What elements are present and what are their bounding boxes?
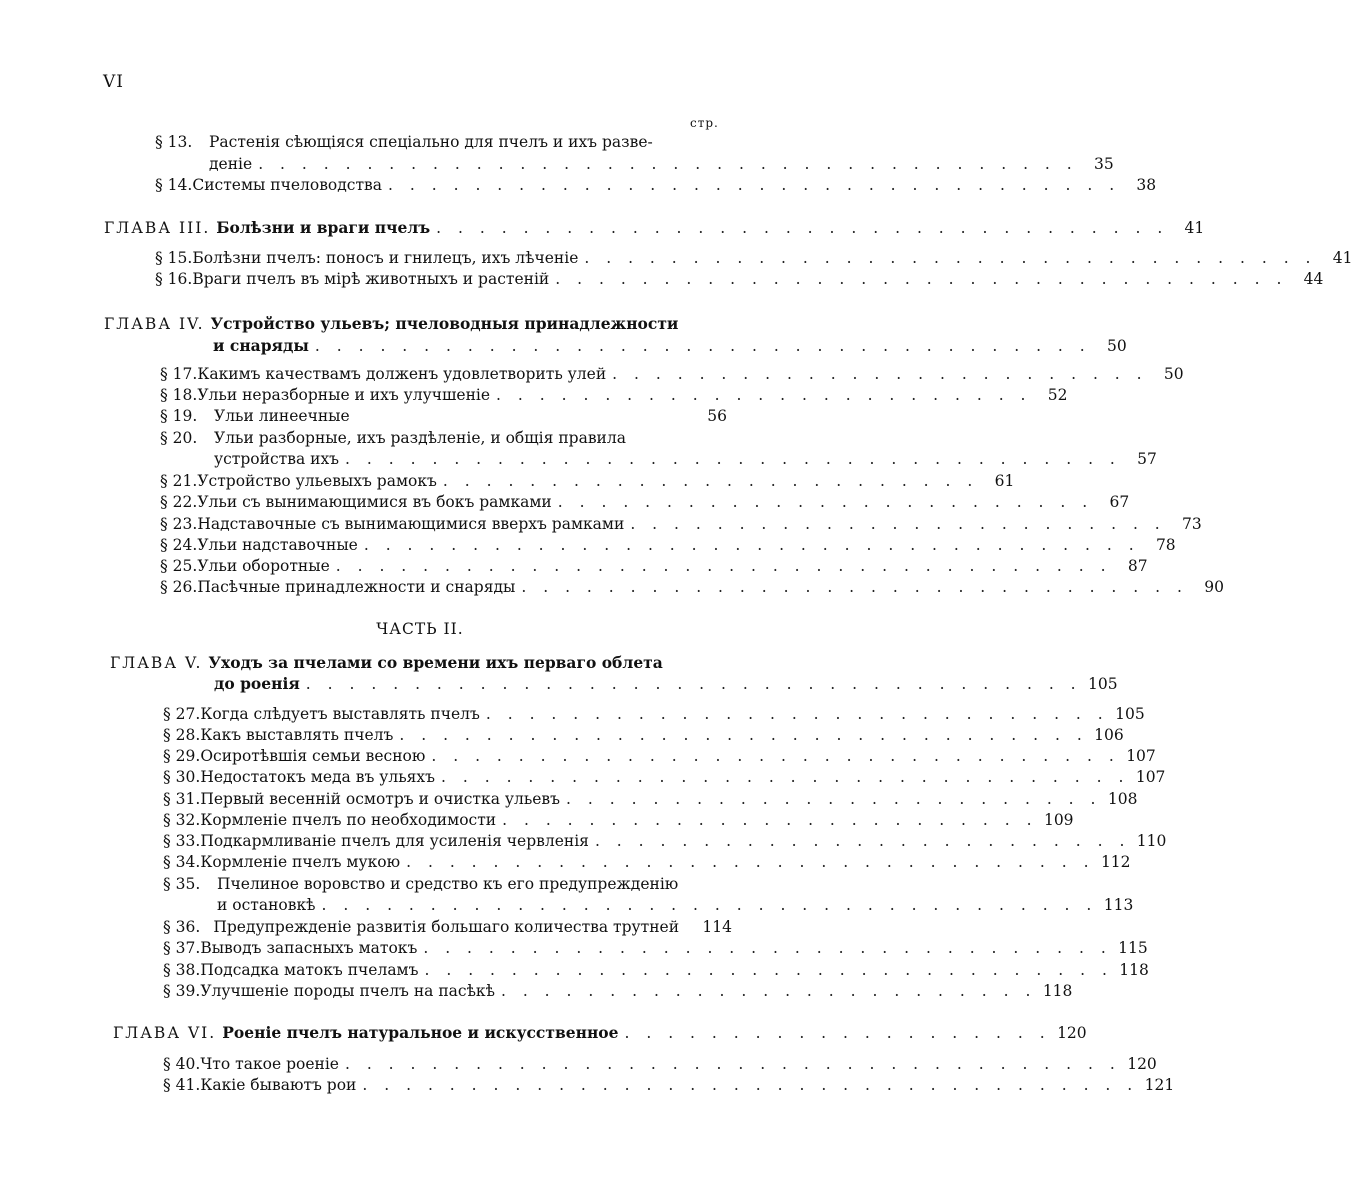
section-number: § 13. [155, 133, 193, 151]
entry-title: деніе [209, 155, 253, 173]
toc-entry [155, 176, 1157, 198]
leader-dots: . . . . . . . . . . . . . . . . . . . . . . . . . . . . . . . . . . . . [314, 337, 1091, 355]
toc-entry [160, 386, 1068, 408]
entry-title: Предупрежденіе развитія большаго количества трутней [213, 918, 680, 936]
entry-title: Пасѣчные принадлежности и снаряды [197, 578, 516, 596]
toc-entry [155, 249, 1352, 271]
page-ref: 105 [1088, 675, 1118, 693]
leader-dots: . . . . . . . . . . . . . . . . . . . . . . . . . . . . . . . . . . [555, 270, 1288, 288]
toc-entry [163, 747, 1156, 769]
toc-entry [163, 1076, 1175, 1098]
chapter-heading [104, 218, 1205, 240]
section-number: § 33. [163, 832, 201, 850]
section-number: § 34. [163, 853, 201, 871]
leader-dots: . . . . . . . . . . . . . . . . . . . . . . . . . . . . . . . . [399, 726, 1088, 744]
section-number: § 17. [160, 365, 198, 383]
leader-dots: . . . . . . . . . . . . . . . . . . . . . . . . . . . . . . . . . . . . [335, 557, 1112, 575]
page-ref: 56 [707, 407, 727, 425]
entry-title: Какимъ качествамъ долженъ удовлетворить улей [197, 365, 607, 383]
page-ref: 78 [1155, 536, 1176, 554]
entry-title: Ульи надставочные [197, 536, 358, 554]
entry-title: Системы пчеловодства [192, 176, 383, 194]
entry-title: Ульи оборотные [197, 557, 330, 575]
page-ref: 118 [1119, 961, 1149, 979]
chapter-label: ГЛАВА IV. [104, 315, 205, 333]
toc-entry [160, 578, 1224, 600]
page-ref: 118 [1042, 982, 1073, 1000]
page-ref: 107 [1126, 747, 1156, 765]
entry-title: Пчелиное воровство и средство къ его предупрежденію [217, 875, 679, 893]
toc-entry [163, 811, 1074, 833]
chapter-heading [110, 653, 732, 675]
chapter-heading-continuation [213, 336, 1127, 358]
section-number: § 31. [163, 790, 201, 808]
leader-dots: . . . . . . . . . . . . . . . . . . . . . . . . . . . . . . . . [406, 853, 1095, 871]
leader-dots: . . . . . . . . . . . . . . . . . . . . . . . . . . . . . . . . . . . . . . [258, 155, 1078, 173]
toc-entry [160, 365, 1184, 387]
leader-dots: . . . . . . . . . . . . . . . . . . . . . . . . . . . . . . . . . . [388, 176, 1121, 194]
section-number: § 36. [163, 918, 201, 936]
leader-dots: . . . . . . . . . . . . . . . . . . . . . . . . . . . . . . . [521, 578, 1188, 596]
section-number: § 28. [163, 726, 201, 744]
page-ref: 105 [1115, 705, 1145, 723]
section-number: § 40. [163, 1055, 201, 1073]
page-ref: 87 [1127, 557, 1148, 575]
section-number: § 35. [163, 875, 201, 893]
page-ref: 121 [1144, 1076, 1175, 1094]
toc-entry [163, 875, 732, 897]
entry-title: Ульи неразборные и ихъ улучшеніе [197, 386, 491, 404]
page-ref: 61 [994, 472, 1015, 490]
entry-title: Улучшеніе породы пчелъ на пасѣкѣ [200, 982, 495, 1000]
entry-title: Ульи разборные, ихъ раздѣленіе, и общія правила [214, 429, 626, 447]
leader-dots: . . . . . . . . . . . . . . . . . . . . . . . . . [612, 365, 1148, 383]
leader-dots: . . . . . . . . . . . . . . . . . . . . . . . . . . . . . . . . [424, 961, 1113, 979]
page-ref: 67 [1109, 493, 1130, 511]
section-number: § 27. [163, 705, 201, 723]
page-ref: 73 [1182, 515, 1202, 533]
section-number: § 24. [160, 536, 198, 554]
entry-title: Кормленіе пчелъ мукою [200, 853, 401, 871]
section-number: § 29. [163, 747, 201, 765]
entry-title: Что такое роеніе [200, 1055, 339, 1073]
toc-entry-continuation [209, 155, 1114, 177]
toc-entry [163, 939, 1148, 961]
toc-entry [160, 557, 1148, 579]
leader-dots: . . . . . . . . . . . . . . . . . . . . . . . . . . . . . . . . [431, 747, 1120, 765]
entry-title: Недостатокъ меда въ ульяхъ [200, 768, 436, 786]
entry-title: Растенія сѣющіяся спеціально для пчелъ и ихъ разве- [209, 133, 653, 151]
page-ref: 50 [1106, 337, 1127, 355]
chapter-heading [113, 1023, 1087, 1045]
part-heading: ЧАСТЬ II. [376, 620, 464, 638]
section-number: § 22. [160, 493, 198, 511]
toc-entry [160, 472, 1015, 494]
leader-dots: . . . . . . . . . . . . . . . . . . . . . . . . . . . . . . . . . . [584, 249, 1317, 267]
leader-dots: . . . . . . . . . . . . . . . . . . . . . . . . . [630, 515, 1166, 533]
leader-dots: . . . . . . . . . . . . . . . . . . . . . . . . . . . . . . . . . . . . [344, 1055, 1121, 1073]
chapter-title: до роенія [214, 674, 300, 693]
toc-entry [163, 832, 1167, 854]
toc-entry [160, 429, 727, 451]
page-ref: 120 [1057, 1024, 1087, 1042]
toc-entry [160, 536, 1176, 558]
page-ref: 57 [1137, 450, 1157, 468]
toc-entry [155, 270, 1324, 292]
page-ref: 109 [1043, 811, 1074, 829]
entry-title: Выводъ запасныхъ матокъ [200, 939, 418, 957]
entry-title: Ульи съ вынимающимися въ бокъ рамками [197, 493, 552, 511]
leader-dots [350, 407, 697, 425]
page-ref: 90 [1204, 578, 1224, 596]
chapter-title: Устройство ульевъ; пчеловодныя принадлежности [210, 314, 679, 333]
entry-title: Когда слѣдуетъ выставлять пчелъ [200, 705, 480, 723]
leader-dots: . . . . . . . . . . . . . . . . . . . . . . . . . . . . . . . . . . . . [363, 536, 1140, 554]
leader-dots: . . . . . . . . . . . . . . . . . . . . . . . . . [442, 472, 979, 490]
leader-dots: . . . . . . . . . . . . . . . . . . . . . . . . . [502, 811, 1038, 829]
page-ref: 114 [702, 918, 732, 936]
page-ref: 52 [1047, 386, 1068, 404]
leader-dots: . . . . . . . . . . . . . . . . . . . . . . . . . . . . . . . . . . [436, 219, 1169, 237]
toc-entry [160, 407, 727, 429]
page-ref: 112 [1100, 853, 1131, 871]
leader-dots: . . . . . . . . . . . . . . . . . . . . [624, 1024, 1051, 1042]
page-number: VI [103, 72, 124, 92]
section-number: § 41. [163, 1076, 201, 1094]
section-number: § 18. [160, 386, 198, 404]
toc-entry [163, 853, 1131, 875]
section-number: § 37. [163, 939, 201, 957]
leader-dots: . . . . . . . . . . . . . . . . . . . . . . . . . . . . . . . . . . . . [362, 1076, 1139, 1094]
leader-dots: . . . . . . . . . . . . . . . . . . . . . . . . . [496, 386, 1032, 404]
leader-dots: . . . . . . . . . . . . . . . . . . . . . . . . . . . . . . . . [423, 939, 1112, 957]
toc-entry [163, 961, 1149, 983]
leader-dots: . . . . . . . . . . . . . . . . . . . . . . . . . [557, 493, 1094, 511]
toc-entry [160, 515, 1202, 537]
entry-title: Устройство ульевыхъ рамокъ [197, 472, 437, 490]
leader-dots: . . . . . . . . . . . . . . . . . . . . . . . . . . . . . . . . . . . . [305, 675, 1082, 693]
toc-entry-continuation [217, 896, 1134, 918]
chapter-heading [104, 314, 727, 336]
page-ref: 120 [1127, 1055, 1157, 1073]
chapter-heading-continuation [214, 674, 1118, 696]
section-number: § 26. [160, 578, 198, 596]
leader-dots: . . . . . . . . . . . . . . . . . . . . . . . . . . . . . . . . . . . . [321, 896, 1098, 914]
page-ref: 113 [1103, 896, 1134, 914]
section-number: § 25. [160, 557, 198, 575]
chapter-title: и снаряды [213, 336, 309, 355]
leader-dots: . . . . . . . . . . . . . . . . . . . . . . . . . . . . . . . . [441, 768, 1130, 786]
entry-title: Подкармливаніе пчелъ для усиленія червленія [200, 832, 589, 850]
leader-dots: . . . . . . . . . . . . . . . . . . . . . . . . . [566, 790, 1102, 808]
leader-dots: . . . . . . . . . . . . . . . . . . . . . . . . . . . . . . . . . . . . [345, 450, 1121, 468]
leader-dots: . . . . . . . . . . . . . . . . . . . . . . . . . [594, 832, 1131, 850]
leader-dots: . . . . . . . . . . . . . . . . . . . . . . . . . . . . . [485, 705, 1109, 723]
page-ref: 115 [1118, 939, 1148, 957]
column-header: стр. [690, 116, 719, 130]
chapter-title: Уходъ за пчелами со времени ихъ перваго облета [208, 653, 663, 672]
chapter-label: ГЛАВА III. [104, 219, 211, 237]
page-ref: 110 [1136, 832, 1167, 850]
toc-entry [163, 918, 732, 940]
leader-dots: . . . . . . . . . . . . . . . . . . . . . . . . . [500, 982, 1037, 1000]
toc-entry [163, 768, 1166, 790]
entry-title: Какіе бываютъ рои [200, 1076, 357, 1094]
entry-title: Подсадка матокъ пчеламъ [200, 961, 419, 979]
toc-entry [163, 1055, 1157, 1077]
entry-title: Кормленіе пчелъ по необходимости [200, 811, 497, 829]
entry-title: Осиротѣвшія семьи весною [200, 747, 426, 765]
section-number: § 32. [163, 811, 201, 829]
page-ref: 106 [1094, 726, 1124, 744]
toc-entry [160, 493, 1130, 515]
section-number: § 21. [160, 472, 198, 490]
chapter-title: Роеніе пчелъ натуральное и искусственное [222, 1023, 619, 1042]
chapter-label: ГЛАВА V. [110, 654, 203, 672]
leader-dots [679, 918, 702, 936]
entry-title: и остановкѣ [217, 896, 316, 914]
toc-entry-continuation [214, 450, 1157, 472]
entry-title: Враги пчелъ въ мірѣ животныхъ и растеній [192, 270, 550, 288]
chapter-title: Болѣзни и враги пчелъ [216, 218, 431, 237]
entry-title: устройства ихъ [214, 450, 340, 468]
section-number: § 16. [155, 270, 193, 288]
section-number: § 15. [155, 249, 193, 267]
page-ref: 108 [1107, 790, 1138, 808]
page-ref: 107 [1135, 768, 1166, 786]
page-ref: 44 [1303, 270, 1324, 288]
toc-entry [163, 726, 1124, 748]
section-number: § 30. [163, 768, 201, 786]
section-number: § 14. [155, 176, 193, 194]
entry-title: Первый весенній осмотръ и очистка ульевъ [200, 790, 561, 808]
page-ref: 50 [1163, 365, 1184, 383]
toc-entry [163, 982, 1073, 1004]
entry-title: Надставочные съ вынимающимися вверхъ рамками [197, 515, 625, 533]
chapter-label: ГЛАВА VI. [113, 1024, 217, 1042]
entry-title: Какъ выставлять пчелъ [200, 726, 394, 744]
toc-entry [163, 705, 1145, 727]
entry-title: Болѣзни пчелъ: поносъ и гнилецъ, ихъ лѣченіе [192, 249, 579, 267]
entry-title: Ульи линеечные [214, 407, 350, 425]
section-number: § 23. [160, 515, 198, 533]
page-ref: 38 [1136, 176, 1157, 194]
toc-entry [155, 133, 690, 155]
section-number: § 20. [160, 429, 198, 447]
page-ref: 41 [1332, 249, 1352, 267]
section-number: § 19. [160, 407, 198, 425]
toc-entry [163, 790, 1138, 812]
section-number: § 39. [163, 982, 201, 1000]
section-number: § 38. [163, 961, 201, 979]
page-ref: 35 [1093, 155, 1114, 173]
page-ref: 41 [1184, 219, 1205, 237]
